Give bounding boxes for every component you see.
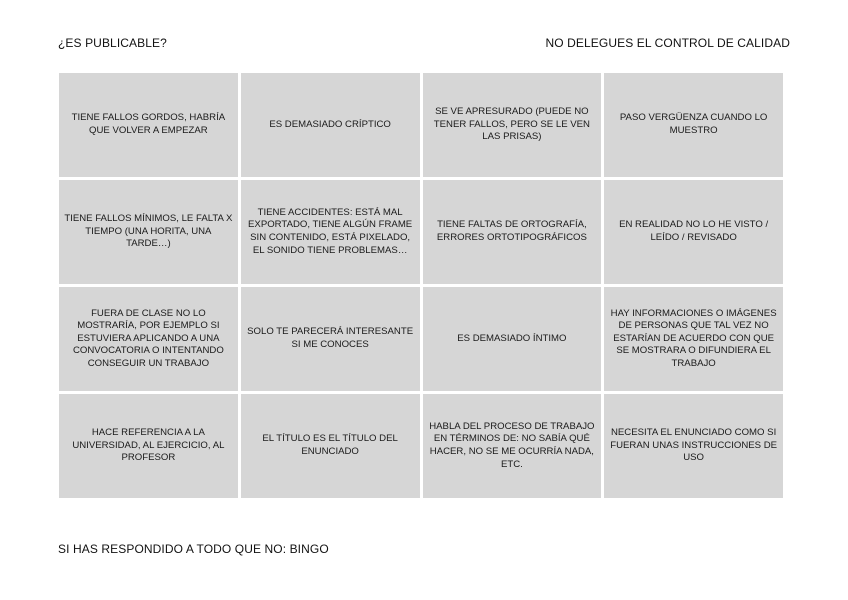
bingo-cell <box>241 73 420 177</box>
bingo-cell <box>604 394 783 498</box>
bingo-cell-text: SE VE APRESURADO (PUEDE NO TENER FALLOS, PERO SE LE VEN LAS PRISAS) <box>433 106 590 143</box>
bingo-cell-text: HAY INFORMACIONES O IMÁGENES DE PERSONAS QUE TAL VEZ NO ESTARÍAN DE ACUERDO CON QUE SE MOSTRARA O DIFUNDIERA EL TRABAJO <box>610 307 777 369</box>
bingo-cell <box>59 394 238 498</box>
bingo-cell <box>241 180 420 284</box>
bingo-cell-text: ES DEMASIADO ÍNTIMO <box>457 332 567 344</box>
bingo-cell <box>604 73 783 177</box>
bingo-cell-text: TIENE FALTAS DE ORTOGRAFÍA, ERRORES ORTOTIPOGRÁFICOS <box>436 219 587 243</box>
footer-note: SI HAS RESPONDIDO A TODO QUE NO: BINGO <box>58 542 329 556</box>
bingo-cell-text: TIENE ACCIDENTES: ESTÁ MAL EXPORTADO, TIENE ALGÚN FRAME SIN CONTENIDO, ESTÁ PIXELADO, EL SONIDO TIENE PROBLEMAS… <box>248 206 413 256</box>
bingo-cell-text: FUERA DE CLASE NO LO MOSTRARÍA, POR EJEMPLO SI ESTUVIERA APLICANDO A UNA CONVOCATORIA O INTENTANDO CONSEGUIR UN TRABAJO <box>72 307 224 369</box>
bingo-cell <box>423 394 602 498</box>
bingo-cell <box>423 180 602 284</box>
bingo-cell-text: TIENE FALLOS GORDOS, HABRÍA QUE VOLVER A EMPEZAR <box>71 112 226 136</box>
page-title: ¿ES PUBLICABLE? <box>58 36 167 50</box>
bingo-cell-text: EL TÍTULO ES EL TÍTULO DEL ENUNCIADO <box>262 433 398 457</box>
bingo-cell <box>59 287 238 391</box>
bingo-cell-text: HABLA DEL PROCESO DE TRABAJO EN TÉRMINOS DE: NO SABÍA QUÉ HACER, NO SE ME OCURRÍA NADA, ETC. <box>429 420 595 470</box>
bingo-cell-text: SOLO TE PARECERÁ INTERESANTE SI ME CONOCES <box>247 326 414 350</box>
bingo-cell <box>604 287 783 391</box>
bingo-cell-text: TIENE FALLOS MÍNIMOS, LE FALTA X TIEMPO (UNA HORITA, UNA TARDE…) <box>64 213 233 250</box>
bingo-cell-text: NECESITA EL ENUNCIADO COMO SI FUERAN UNAS INSTRUCCIONES DE USO <box>610 427 778 464</box>
bingo-cell <box>604 180 783 284</box>
bingo-grid <box>59 73 783 498</box>
bingo-cell <box>59 73 238 177</box>
bingo-cell <box>241 394 420 498</box>
bingo-cell-text: EN REALIDAD NO LO HE VISTO / LEÍDO / REVISADO <box>619 219 769 243</box>
bingo-cell-text: PASO VERGÜENZA CUANDO LO MUESTRO <box>619 112 768 136</box>
bingo-cell-text: ES DEMASIADO CRÍPTICO <box>269 118 391 130</box>
bingo-cell <box>423 73 602 177</box>
bingo-cell <box>423 287 602 391</box>
bingo-cell-text: HACE REFERENCIA A LA UNIVERSIDAD, AL EJERCICIO, AL PROFESOR <box>72 427 225 464</box>
page-subtitle: NO DELEGUES EL CONTROL DE CALIDAD <box>545 36 790 50</box>
bingo-cell <box>59 180 238 284</box>
bingo-cell <box>241 287 420 391</box>
